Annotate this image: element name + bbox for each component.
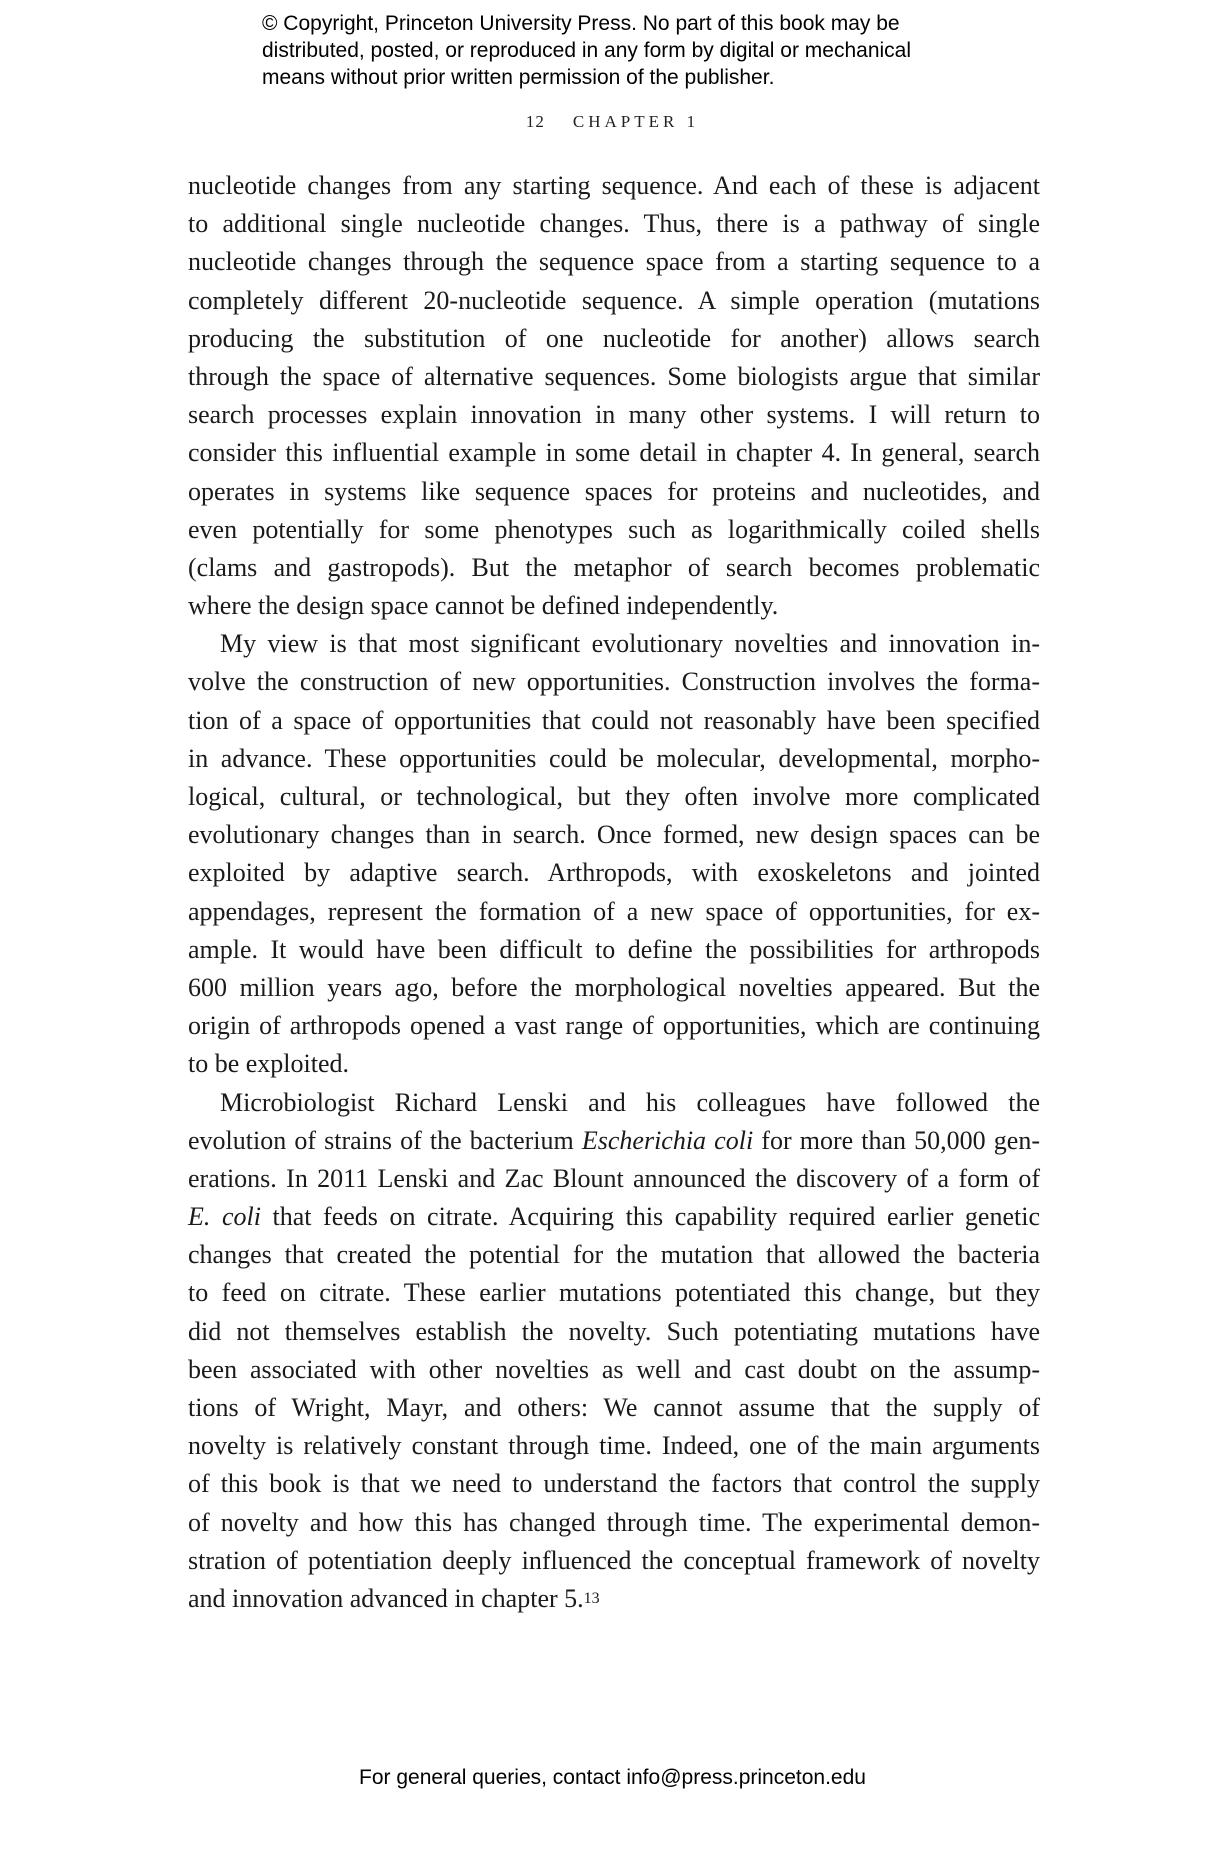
text-line: nucleotide changes from any starting sequence. And each of these is adjacent [188,171,1040,200]
text-line: novelty is relatively constant through time. Indeed, one of the main arguments [188,1431,1040,1461]
copyright-line: © Copyright, Princeton University Press. No part of this book may be [262,12,900,35]
text-line [188,1580,1040,1618]
species-name: E. coli [188,1202,261,1232]
text-line: My view is that most significant evolutionary novelties and innovation in- [220,629,1040,659]
text-line: tion of a space of opportunities that could not reasonably have been specified [188,705,1040,735]
text-line: where the design space cannot be defined independently. [188,591,779,621]
text-line: producing the substitution of one nucleotide for another) allows search [188,323,1040,353]
text-line: appendages, represent the formation of a new space of opportunities, for ex- [188,896,1040,926]
species-name: Escherichia coli [581,1125,754,1155]
text-line: changes that created the potential for the mutation that allowed the bacteria [188,1240,1040,1270]
text-line: erations. In 2011 Lenski and Zac Blount announced the discovery of a form of [188,1163,1040,1193]
text-run: evolution of strains of the bacterium [188,1125,582,1155]
text-line: of this book is that we need to understand the factors that control the supply [188,1469,1040,1499]
text-line: stration of potentiation deeply influenced the conceptual framework of novelty [188,1545,1040,1575]
copyright-line: means without prior written permission of the publisher. [262,66,775,89]
text-line: nucleotide changes through the sequence space from a starting sequence to a [188,247,1040,277]
footer-contact: For general queries, contact info@press.princeton.edu [359,1766,866,1789]
copyright-notice [262,10,962,91]
page-number: 12 [525,112,545,131]
text-line: tions of Wright, Mayr, and others: We cannot assume that the supply of [188,1393,1040,1422]
text-line: logical, cultural, or technological, but they often involve more complicated [188,782,1040,811]
text-line: to be exploited. [188,1049,350,1079]
text-line: Microbiologist Richard Lenski and his colleagues have followed the [220,1087,1040,1117]
text-line: ample. It would have been difficult to define the possibilities for arthropods [188,934,1040,964]
text-line: (clams and gastropods). But the metaphor of search becomes problematic [188,552,1040,582]
text-line: to feed on citrate. These earlier mutations potentiated this change, but they [188,1278,1040,1308]
footnote-reference[interactable]: 13 [583,1589,600,1607]
chapter-label: CHAPTER 1 [572,112,700,131]
text-line: through the space of alternative sequences. Some biologists argue that similar [188,361,1040,391]
text-line: did not themselves establish the novelty. Such potentiating mutations have [188,1316,1040,1346]
text-line: completely different 20-nucleotide sequence. A simple operation (mutations [188,285,1040,315]
text-run: that feeds on citrate. Acquiring this capability required earlier genetic [260,1202,1040,1232]
text-line [188,1122,1040,1160]
text-line: origin of arthropods opened a vast range of opportunities, which are continuing [188,1011,1040,1041]
text-line: in advance. These opportunities could be molecular, developmental, morpho- [188,743,1040,773]
text-line: been associated with other novelties as well and cast doubt on the assump- [188,1354,1040,1384]
text-line [188,1198,1040,1236]
body-text [188,167,1040,1618]
text-line: of novelty and how this has changed through time. The experimental demon- [188,1507,1040,1537]
text-line: operates in systems like sequence spaces for proteins and nucleotides, and [188,476,1040,506]
text-line: to additional single nucleotide changes. Thus, there is a pathway of single [188,209,1040,239]
text-line: consider this influential example in some detail in chapter 4. In general, search [188,438,1040,468]
copyright-line: distributed, posted, or reproduced in any form by digital or mechanical [262,39,912,62]
text-line: volve the construction of new opportunities. Construction involves the forma- [188,667,1040,697]
text-line: search processes explain innovation in many other systems. I will return to [188,400,1040,430]
text-line: even potentially for some phenotypes such as logarithmically coiled shells [188,514,1040,544]
running-head [0,112,1225,132]
text-run: and innovation advanced in chapter 5. [188,1583,584,1613]
text-line: 600 million years ago, before the morphological novelties appeared. But the [188,972,1040,1002]
text-run: for more than 50,000 gen- [753,1125,1040,1155]
text-line: exploited by adaptive search. Arthropods, with exoskeletons and jointed [188,858,1040,888]
text-line: evolutionary changes than in search. Once formed, new design spaces can be [188,820,1040,850]
